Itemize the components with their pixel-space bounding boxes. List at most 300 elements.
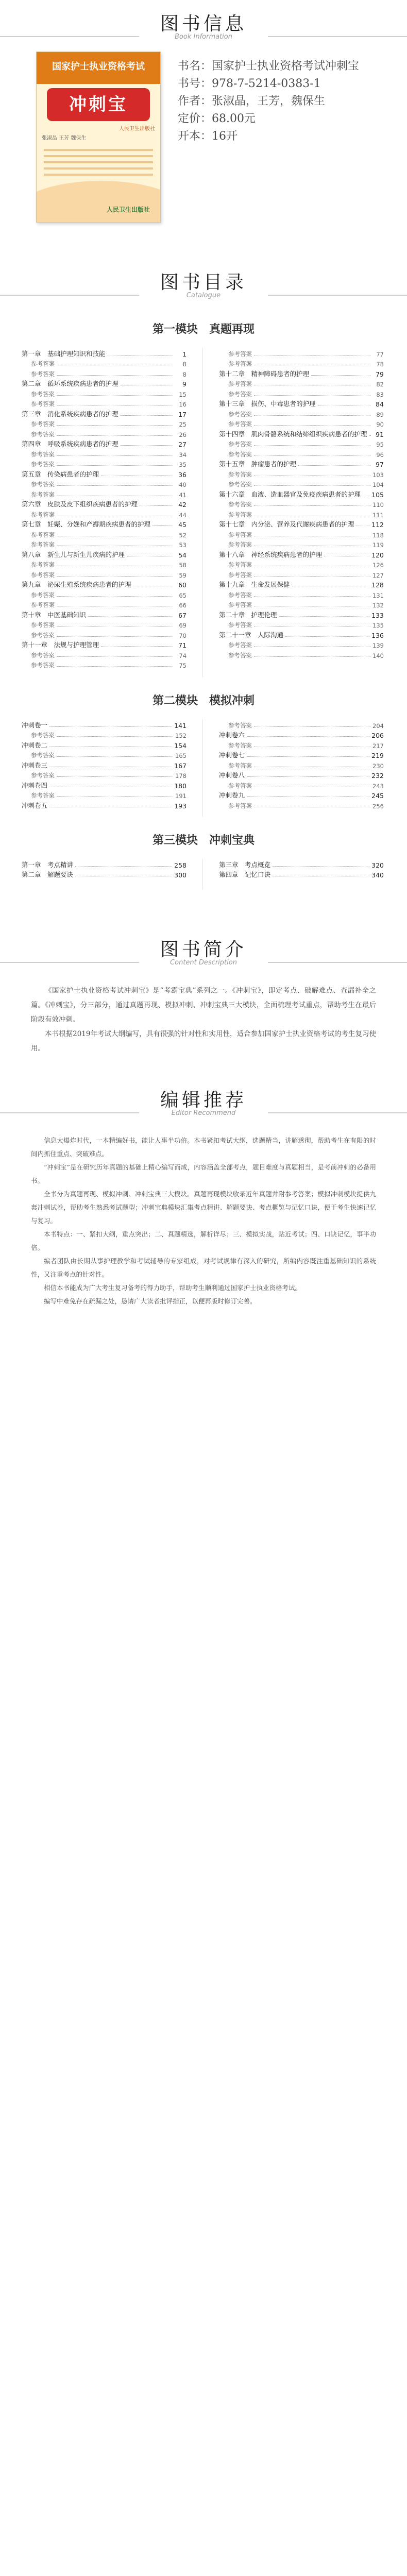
toc-answer-entry (219, 418, 384, 429)
toc-label: 第十一章 法规与护理管理 (22, 641, 99, 649)
toc-label: 冲刺卷六 (219, 731, 245, 739)
toc-label: 参考答案 (228, 541, 252, 548)
toc-page-number: 70 (179, 632, 186, 639)
toc-column-left (22, 348, 186, 669)
toc-label: 参考答案 (228, 410, 252, 418)
toc-chapter-entry (219, 730, 384, 740)
toc-leader (57, 576, 173, 577)
toc-divider (202, 348, 203, 677)
toc-leader (285, 636, 369, 637)
cover-brand: 冲刺宝 (47, 88, 150, 121)
toc-page-number: 135 (372, 622, 384, 629)
toc-chapter-entry (22, 378, 186, 388)
toc-answer-entry (219, 649, 384, 659)
toc-page-number: 8 (182, 370, 186, 378)
toc-answer-entry (219, 589, 384, 599)
toc-chapter-entry (219, 750, 384, 760)
catalogue (0, 320, 407, 890)
toc-label: 第十七章 内分泌、营养及代谢疾病患者的护理 (219, 520, 354, 528)
toc-answer-entry (22, 599, 186, 609)
cover-title: 国家护士执业资格考试 (52, 61, 145, 72)
toc-page-number: 136 (371, 631, 384, 639)
toc-page-number: 118 (372, 531, 384, 539)
toc-chapter-entry (219, 869, 384, 879)
toc-label: 参考答案 (31, 752, 55, 759)
toc-answer-entry (219, 358, 384, 368)
toc-answer-entry (22, 488, 186, 499)
toc-page-number: 96 (376, 451, 384, 459)
toc-leader (57, 636, 173, 637)
toc-label: 参考答案 (228, 420, 252, 428)
toc-column-right (219, 719, 384, 810)
toc-answer-entry (219, 639, 384, 650)
toc-leader (57, 465, 173, 466)
intro-paragraph: 本书根据2019年考试大纲编写，具有很强的针对性和实用性，适合参加国家护士执业资格考试的考生复习使用。 (31, 1030, 376, 1053)
toc-page-number: 232 (371, 772, 384, 779)
book-info-header (0, 0, 407, 47)
toc-answer-entry (219, 468, 384, 479)
toc-page-number: 41 (179, 491, 186, 499)
section-subtitle: Editor Recommend (171, 1109, 236, 1117)
toc-page-number: 25 (179, 421, 186, 428)
toc-page-number: 8 (182, 361, 186, 368)
toc-answer-entry (22, 539, 186, 549)
toc-answer-entry (22, 589, 186, 599)
toc-answer-entry (22, 569, 186, 579)
toc-leader (298, 465, 370, 466)
toc-leader (57, 485, 173, 486)
toc-label: 冲刺卷二 (22, 741, 48, 749)
toc-chapter-entry (22, 519, 186, 529)
toc-label: 第三章 考点概览 (219, 860, 271, 869)
toc-chapter-entry (219, 629, 384, 639)
intro (0, 973, 407, 1076)
toc-label: 参考答案 (228, 531, 252, 538)
toc-page-number: 105 (371, 490, 384, 499)
toc-page-number: 320 (371, 861, 384, 869)
toc-leader (279, 616, 370, 617)
toc-leader (121, 415, 173, 416)
toc-label: 参考答案 (31, 792, 55, 799)
toc-column-right (219, 348, 384, 659)
toc-label: 参考答案 (228, 621, 252, 629)
toc-page-number: 78 (376, 361, 384, 368)
toc-answer-entry (22, 358, 186, 368)
toc-leader (88, 616, 173, 617)
toc-page-number: 141 (174, 721, 186, 730)
toc-answer-entry (219, 438, 384, 449)
toc-page-number: 71 (178, 641, 186, 649)
section-subtitle: Book Information (175, 33, 232, 41)
toc-page-number: 75 (179, 662, 186, 669)
toc-label: 参考答案 (31, 631, 55, 639)
toc-page-number: 44 (179, 511, 186, 519)
intro-header (0, 926, 407, 973)
toc-page-number: 217 (372, 742, 384, 750)
catalogue-header (0, 259, 407, 306)
toc-leader (254, 656, 370, 657)
meta-isbn: 书号：978-7-5214-0383-1 (178, 77, 321, 90)
toc-page-number: 219 (371, 752, 384, 759)
toc-label: 第十二章 精神障碍患者的护理 (219, 369, 310, 378)
toc-page-number: 110 (372, 501, 384, 509)
toc-page-number: 89 (376, 411, 384, 418)
toc-page-number: 54 (178, 551, 186, 559)
part-title: 第三模块 冲刺宝典 (152, 834, 255, 847)
header-line-right (268, 295, 407, 296)
toc-page-number: 128 (371, 581, 384, 589)
toc-leader (254, 646, 370, 647)
toc-page-number: 152 (175, 732, 186, 739)
cover-swirl (36, 181, 161, 223)
book-cover (36, 52, 161, 223)
toc-chapter-entry (219, 368, 384, 378)
toc-leader (57, 736, 173, 737)
toc-page-number: 84 (376, 400, 384, 408)
publisher-logo: 人民卫生出版社 (106, 206, 150, 213)
toc-chapter-entry (219, 790, 384, 800)
toc-label: 参考答案 (31, 430, 55, 438)
toc-leader (247, 756, 369, 757)
toc-page-number: 258 (174, 861, 186, 869)
toc-page-number: 154 (174, 741, 186, 750)
toc-page-number: 191 (175, 792, 186, 800)
toc-label: 参考答案 (228, 741, 252, 749)
toc-page-number: 193 (174, 802, 186, 810)
recommend-paragraph: “冲刺宝”是在研究历年真题的基础上精心编写而成，内容涵盖全部考点，题目难度与真题相当，是考前冲刺的必备用书。 (31, 1163, 376, 1184)
toc-answer-entry (22, 750, 186, 760)
toc-page-number: 26 (179, 431, 186, 438)
toc-label: 参考答案 (228, 470, 252, 478)
toc-answer-entry (219, 529, 384, 539)
toc-leader (247, 736, 369, 737)
toc-label: 参考答案 (31, 400, 55, 408)
toc-page-number: 256 (372, 802, 384, 810)
toc-label: 参考答案 (31, 481, 55, 488)
toc-leader (57, 425, 173, 426)
toc-label: 参考答案 (31, 561, 55, 568)
recommend-header (0, 1076, 407, 1124)
toc-chapter-entry (22, 609, 186, 619)
section-title: 编辑推荐 (160, 1090, 247, 1111)
toc-leader (254, 726, 370, 727)
section-subtitle: Catalogue (186, 292, 221, 299)
toc-block (0, 859, 407, 890)
toc-answer-entry (219, 388, 384, 398)
toc-page-number: 131 (372, 591, 384, 599)
toc-label: 参考答案 (31, 732, 55, 739)
toc-page-number: 245 (371, 792, 384, 800)
toc-chapter-entry (22, 869, 186, 879)
toc-label: 第四章 记忆口诀 (219, 871, 271, 878)
toc-label: 第二十一章 人际沟通 (219, 631, 284, 639)
toc-answer-entry (219, 800, 384, 810)
toc-page-number: 42 (178, 501, 186, 509)
toc-label: 参考答案 (228, 501, 252, 508)
toc-label: 第六章 皮肤及皮下组织疾病患者的护理 (22, 500, 138, 508)
toc-label: 第四章 呼吸系统疾病患者的护理 (22, 440, 118, 448)
toc-page-number: 167 (174, 761, 186, 770)
toc-column-left (22, 859, 186, 879)
toc-label: 参考答案 (228, 481, 252, 488)
section-title: 图书信息 (160, 13, 247, 35)
toc-label: 第十四章 肌肉骨骼系统和结缔组织疾病患者的护理 (219, 430, 367, 438)
toc-page-number: 35 (179, 461, 186, 468)
toc-page-number: 230 (372, 762, 384, 770)
toc-label: 第一章 基础护理知识和技能 (22, 349, 106, 358)
toc-chapter-entry (22, 468, 186, 479)
toc-answer-entry (219, 559, 384, 569)
toc-page-number: 340 (371, 871, 384, 879)
book-meta (178, 58, 394, 145)
toc-page-number: 77 (376, 350, 384, 358)
toc-label: 冲刺卷三 (22, 761, 48, 769)
toc-answer-entry (219, 539, 384, 549)
toc-leader (57, 596, 173, 597)
recommend-paragraph: 相信本书能成为广大考生复习备考的得力助手，帮助考生顺利通过国家护士执业资格考试。 (44, 1284, 302, 1292)
book-info (0, 47, 407, 259)
cover-authors: 张淑晶 王芳 魏保生 (42, 135, 87, 141)
toc-answer-entry (22, 559, 186, 569)
toc-label: 参考答案 (31, 621, 55, 629)
toc-label: 参考答案 (228, 561, 252, 568)
toc-chapter-entry (219, 428, 384, 438)
toc-page-number: 111 (372, 511, 384, 519)
toc-answer-entry (219, 739, 384, 750)
toc-answer-entry (219, 479, 384, 489)
toc-leader (140, 505, 173, 506)
toc-leader (57, 656, 173, 657)
meta-title: 书名：国家护士执业资格考试冲刺宝 (178, 60, 360, 73)
toc-chapter-entry (22, 438, 186, 449)
toc-label: 参考答案 (228, 591, 252, 599)
toc-label: 参考答案 (31, 662, 55, 669)
toc-chapter-entry (22, 800, 186, 810)
intro-paragraph: 《国家护士执业资格考试冲刺宝》是“考霸宝典”系列之一。《冲刺宝》，即定考点、破解难点、查漏补全之篇。《冲刺宝》，分三部分，通过真题再现、模拟冲刺、冲刺宝典三大模块，全面梳理考试重点，帮助考生在最后阶段有效冲刺。 (31, 987, 376, 1024)
toc-page-number: 58 (179, 562, 186, 569)
toc-leader (57, 375, 173, 376)
toc-chapter-entry (22, 579, 186, 589)
toc-page-number: 9 (182, 380, 186, 388)
toc-page-number: 60 (178, 581, 186, 589)
toc-label: 第十九章 生命发展保健 (219, 581, 290, 588)
toc-leader (254, 505, 370, 506)
toc-page-number: 139 (372, 642, 384, 649)
toc-page-number: 74 (179, 652, 186, 659)
toc-page-number: 103 (372, 471, 384, 479)
toc-label: 参考答案 (228, 390, 252, 398)
toc-answer-entry (22, 388, 186, 398)
toc-label: 第十六章 血液、造血器官及免疫疾病患者的护理 (219, 490, 361, 498)
toc-page-number: 59 (179, 571, 186, 579)
toc-label: 第二十章 护理伦理 (219, 611, 277, 619)
toc-chapter-entry (219, 398, 384, 409)
toc-answer-entry (219, 509, 384, 519)
toc-chapter-entry (22, 759, 186, 770)
toc-leader (247, 776, 369, 777)
toc-page-number: 15 (179, 391, 186, 398)
toc-page-number: 300 (174, 871, 186, 879)
toc-label: 第八章 新生儿与新生儿疾病的护理 (22, 550, 125, 558)
toc-chapter-entry (219, 609, 384, 619)
toc-label: 参考答案 (228, 601, 252, 608)
toc-label: 参考答案 (31, 490, 55, 498)
toc-label: 参考答案 (31, 370, 55, 378)
toc-leader (57, 395, 173, 396)
toc-answer-entry (219, 619, 384, 630)
meta-format: 开本：16开 (178, 130, 238, 143)
toc-chapter-entry (22, 639, 186, 650)
toc-label: 参考答案 (31, 571, 55, 579)
toc-label: 第五章 传染病患者的护理 (22, 470, 99, 478)
toc-leader (254, 445, 370, 446)
toc-leader (57, 756, 173, 757)
toc-label: 参考答案 (228, 380, 252, 387)
toc-label: 参考答案 (228, 651, 252, 659)
toc-leader (254, 596, 370, 597)
toc-page-number: 1 (182, 350, 186, 358)
toc-chapter-entry (219, 459, 384, 469)
toc-page-number: 104 (372, 481, 384, 488)
toc-page-number: 53 (179, 541, 186, 549)
toc-label: 参考答案 (31, 541, 55, 548)
toc-label: 冲刺卷八 (219, 771, 245, 779)
toc-label: 参考答案 (31, 531, 55, 538)
toc-leader (101, 646, 173, 647)
toc-page-number: 165 (175, 752, 186, 759)
toc-label: 第十五章 肿瘤患者的护理 (219, 460, 297, 468)
toc-answer-entry (219, 569, 384, 579)
cover-tag: 人民卫生出版社 (119, 126, 155, 132)
toc-leader (75, 866, 172, 867)
toc-answer-entry (22, 770, 186, 780)
toc-page-number: 178 (175, 772, 186, 779)
toc-answer-entry (219, 779, 384, 790)
toc-page-number: 97 (376, 461, 384, 468)
toc-page-number: 83 (376, 391, 384, 398)
toc-leader (369, 435, 370, 436)
toc-answer-entry (22, 459, 186, 469)
toc-label: 冲刺卷四 (22, 781, 48, 789)
toc-leader (49, 726, 172, 727)
toc-page-number: 180 (174, 782, 186, 790)
toc-answer-entry (22, 368, 186, 378)
toc-page-number: 34 (179, 451, 186, 459)
toc-label: 参考答案 (31, 591, 55, 599)
header-line-right (268, 962, 407, 963)
header-line-right (268, 1112, 407, 1113)
toc-divider (202, 859, 203, 890)
toc-label: 参考答案 (31, 390, 55, 398)
toc-label: 参考答案 (228, 571, 252, 579)
toc-page-number: 127 (372, 571, 384, 579)
toc-answer-entry (219, 719, 384, 730)
part-title: 第二模块 模拟冲刺 (152, 694, 255, 707)
toc-label: 参考答案 (31, 450, 55, 458)
toc-page-number: 206 (371, 732, 384, 739)
toc-page-number: 132 (372, 602, 384, 609)
toc-answer-entry (22, 649, 186, 659)
toc-page-number: 112 (371, 521, 384, 529)
toc-page-number: 204 (372, 722, 384, 730)
toc-leader (57, 435, 173, 436)
toc-label: 参考答案 (228, 721, 252, 729)
toc-chapter-entry (22, 779, 186, 790)
toc-label: 参考答案 (228, 782, 252, 789)
toc-answer-entry (219, 378, 384, 388)
toc-page-number: 69 (179, 622, 186, 629)
meta-authors: 作者：张淑晶，王芳，魏保生 (178, 95, 326, 108)
toc-chapter-entry (22, 348, 186, 358)
section-title: 图书目录 (160, 272, 247, 293)
recommend-paragraph: 编者团队由长期从事护理教学和考试辅导的专家组成，对考试规律有深入的研究，所编内容既注重基础知识的系统性，又注重考点的针对性。 (31, 1257, 376, 1278)
toc-answer-entry (22, 428, 186, 438)
recommend-paragraph: 本书特点：一、紧扣大纲，重点突出；二、真题精选，解析详尽；三、模拟实战，贴近考试；四、口诀记忆，事半功倍。 (31, 1230, 376, 1251)
toc-label: 第七章 妊娠、分娩和产褥期疾病患者的护理 (22, 520, 151, 528)
toc-label: 参考答案 (228, 440, 252, 448)
toc-answer-entry (219, 499, 384, 509)
toc-label: 冲刺卷五 (22, 801, 48, 809)
toc-label: 参考答案 (31, 360, 55, 367)
toc-answer-entry (22, 448, 186, 459)
toc-answer-entry (22, 398, 186, 409)
toc-chapter-entry (219, 859, 384, 869)
toc-label: 第十三章 损伤、中毒患者的护理 (219, 400, 316, 408)
toc-chapter-entry (22, 719, 186, 730)
toc-page-number: 120 (371, 551, 384, 559)
toc-label: 参考答案 (228, 450, 252, 458)
toc-chapter-entry (22, 859, 186, 869)
toc-answer-entry (22, 529, 186, 539)
toc-page-number: 126 (372, 562, 384, 569)
toc-page-number: 17 (178, 410, 186, 418)
toc-answer-entry (22, 479, 186, 489)
toc-answer-entry (22, 790, 186, 800)
toc-block (0, 348, 407, 677)
toc-answer-entry (219, 599, 384, 609)
meta-price: 定价：68.00元 (178, 112, 256, 125)
toc-page-number: 66 (179, 602, 186, 609)
toc-divider (202, 719, 203, 817)
toc-label: 冲刺卷七 (219, 751, 245, 759)
toc-chapter-entry (219, 579, 384, 589)
part-title: 第一模块 真题再现 (152, 323, 255, 336)
toc-label: 参考答案 (228, 761, 252, 769)
toc-label: 第十八章 神经系统疾病患者的护理 (219, 550, 323, 558)
toc-answer-entry (22, 418, 186, 429)
toc-label: 参考答案 (31, 601, 55, 608)
toc-chapter-entry (22, 499, 186, 509)
toc-leader (254, 425, 370, 426)
toc-label: 第十章 中医基础知识 (22, 611, 87, 619)
toc-chapter-entry (22, 549, 186, 559)
toc-label: 参考答案 (31, 772, 55, 779)
section-subtitle: Content Description (170, 959, 237, 967)
toc-leader (254, 415, 370, 416)
toc-chapter-entry (219, 549, 384, 559)
toc-leader (273, 866, 369, 867)
toc-label: 第九章 泌尿生殖系统疾病患者的护理 (22, 581, 131, 588)
toc-answer-entry (22, 659, 186, 670)
toc-page-number: 90 (376, 421, 384, 428)
toc-page-number: 91 (376, 430, 384, 438)
cover-decoration (44, 145, 153, 186)
toc-page-number: 140 (372, 652, 384, 659)
toc-chapter-entry (22, 739, 186, 750)
toc-answer-entry (219, 759, 384, 770)
toc-page-number: 27 (178, 440, 186, 448)
toc-leader (121, 445, 173, 446)
